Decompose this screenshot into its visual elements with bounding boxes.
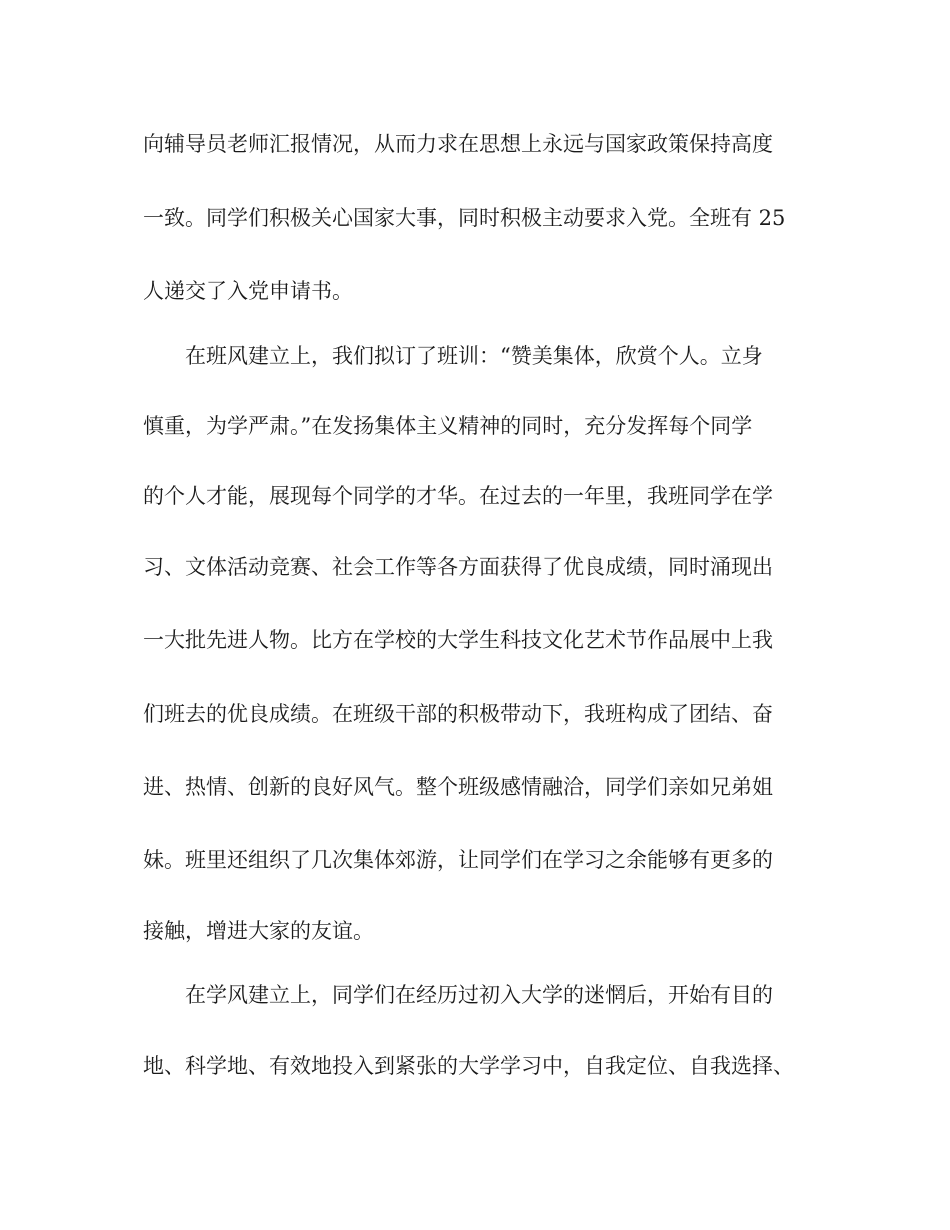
paragraph-line: 接触，增进大家的友谊。 (143, 919, 374, 943)
paragraph-line: 在班风建立上，我们拟订了班训：“赞美集体，欣赏个人。立身 (185, 344, 763, 368)
paragraph-line: 一大批先进人物。比方在学校的大学生科技文化艺术节作品展中上我 (143, 628, 773, 652)
paragraph-line: 一致。同学们积极关心国家大事，同时积极主动要求入党。全班有 25 (143, 206, 786, 230)
paragraph-line: 地、科学地、有效地投入到紧张的大学学习中，自我定位、自我选择、 (143, 1054, 794, 1078)
paragraph-line: 在学风建立上，同学们在经历过初入大学的迷惘后，开始有目的 (185, 983, 773, 1007)
paragraph-line: 习、文体活动竞赛、社会工作等各方面获得了优良成绩，同时涌现出 (143, 555, 773, 579)
paragraph-line: 的个人才能，展现每个同学的才华。在过去的一年里，我班同学在学 (143, 484, 773, 508)
paragraph-line: 向辅导员老师汇报情况，从而力求在思想上永远与国家政策保持高度 (143, 132, 773, 156)
paragraph-line: 人递交了入党申请书。 (143, 279, 353, 303)
paragraph-line: 进、热情、创新的良好风气。整个班级感情融洽，同学们亲如兄弟姐 (143, 775, 773, 799)
paragraph-line: 慎重，为学严肃。”在发扬集体主义精神的同时，充分发挥每个同学 (143, 414, 753, 438)
paragraph-line: 妹。班里还组织了几次集体郊游，让同学们在学习之余能够有更多的 (143, 848, 773, 872)
paragraph-line: 们班去的优良成绩。在班级干部的积极带动下，我班构成了团结、奋 (143, 702, 773, 726)
